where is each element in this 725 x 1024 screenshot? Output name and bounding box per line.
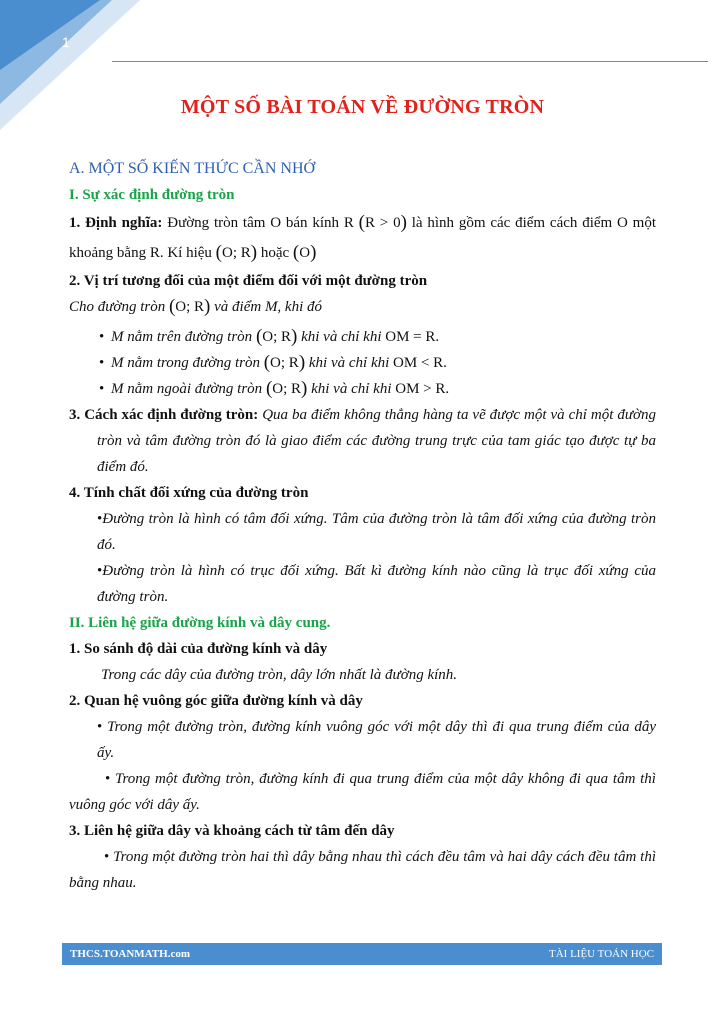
distance-text: • Trong một đường tròn hai thì dây bằng nhau thì cách đều tâm và hai dây cách đều tâm thì bằng nhau. bbox=[69, 849, 656, 891]
definition-symbol-1: O; R bbox=[221, 245, 251, 261]
footer-site: THCS.TOANMATH.com bbox=[70, 948, 190, 960]
definition-text-1: Đường tròn tâm O bán kính R bbox=[162, 215, 359, 231]
part2-heading: II. Liên hệ giữa đường kính và dây cung. bbox=[69, 615, 331, 631]
position-heading: 2. Vị trí tương đối của một điểm đối với một đường tròn bbox=[69, 273, 428, 289]
part1-heading: I. Sự xác định đường tròn bbox=[69, 187, 235, 203]
definition-text-2: là hình gồm các điểm cách điểm O một khoảng bằng R. Kí hiệu bbox=[69, 215, 656, 261]
section-a-heading: A. MỘT SỐ KIẾN THỨC CẦN NHỚ bbox=[69, 160, 316, 177]
position-item-on: • M nằm trên đường tròn (O; R) khi và chỉ khi OM = R. bbox=[69, 324, 656, 350]
compare-heading: 1. So sánh độ dài của đường kính và dây bbox=[69, 641, 328, 657]
compare-text: Trong các dây của đường tròn, dây lớn nhất là đường kính. bbox=[101, 667, 458, 683]
determine-circle-paragraph bbox=[69, 402, 656, 480]
document-body bbox=[69, 156, 656, 896]
definition-condition: R > 0 bbox=[364, 215, 401, 231]
symmetry-item-axis: •Đường tròn là hình có trục đối xứng. Bất kì đường kính nào cũng là trục đối xứng của đường tròn. bbox=[97, 563, 656, 605]
determine-label: 3. Cách xác định đường tròn: bbox=[69, 407, 259, 423]
definition-paragraph: 1. Định nghĩa: Đường tròn tâm O bán kính R (R > 0) là hình gồm các điểm cách điểm O một khoảng bằng R. Kí hiệu (O; R) hoặc (O) bbox=[69, 212, 656, 263]
definition-symbol-2: O bbox=[299, 245, 311, 261]
header-rule bbox=[112, 61, 708, 62]
footer-bar bbox=[62, 943, 662, 965]
position-item-inside: • M nằm trong đường tròn (O; R) khi và chỉ khi OM < R. bbox=[69, 350, 656, 376]
determine-text: Qua ba điểm không thẳng hàng ta vẽ được một và chỉ một đường tròn và tâm đường tròn đó là giao điểm các đường trung trực của tam giác tạo được tự ba điểm đó. bbox=[97, 407, 657, 475]
page-title: MỘT SỐ BÀI TOÁN VỀ ĐƯỜNG TRÒN bbox=[180, 96, 545, 118]
distance-heading: 3. Liên hệ giữa dây và khoảng cách từ tâm đến dây bbox=[69, 823, 395, 839]
symmetry-heading: 4. Tính chất đối xứng của đường tròn bbox=[69, 485, 309, 501]
position-item-outside: • M nằm ngoài đường tròn (O; R) khi và chỉ khi OM > R. bbox=[69, 376, 656, 402]
symmetry-item-center: •Đường tròn là hình có tâm đối xứng. Tâm của đường tròn là tâm đối xứng của đường tròn đó. bbox=[97, 511, 656, 553]
definition-label: 1. Định nghĩa: bbox=[69, 215, 163, 231]
definition-or: hoặc bbox=[257, 245, 293, 261]
perpendicular-heading: 2. Quan hệ vuông góc giữa đường kính và dây bbox=[69, 693, 363, 709]
perpendicular-item-1: • Trong một đường tròn, đường kính vuông góc với một dây thì đi qua trung điểm của dây ấy. bbox=[97, 719, 656, 761]
page-number: 1 bbox=[62, 34, 70, 50]
footer-label: TÀI LIỆU TOÁN HỌC bbox=[549, 948, 654, 960]
perpendicular-item-2: • Trong một đường tròn, đường kính đi qua trung điểm của một dây không đi qua tâm thì vuông góc với dây ấy. bbox=[69, 771, 656, 813]
position-intro: Cho đường tròn (O; R) và điểm M, khi đó bbox=[69, 296, 323, 317]
